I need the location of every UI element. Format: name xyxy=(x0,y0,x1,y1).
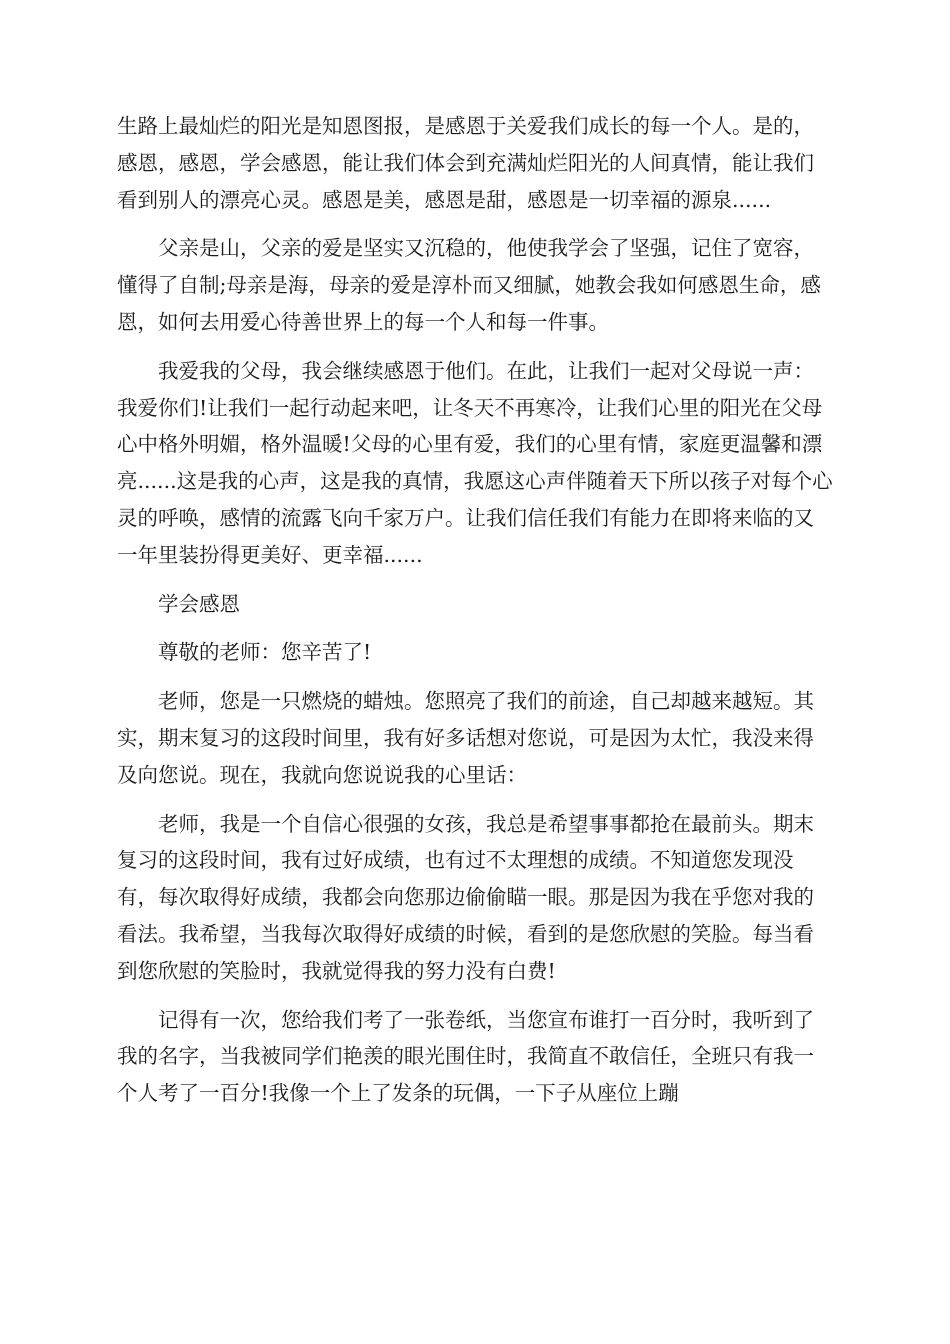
salutation: 尊敬的老师：您辛苦了! xyxy=(158,640,372,665)
paragraph-7: 老师，我是一个自信心很强的女孩，我总是希望事事都抢在最前头。期末复习的这段时间，我有过好成绩，也有过不太理想的成绩。不知道您发现没有，每次取得好成绩，我都会向您那边偷偷瞄一眼。那是因为我在乎您对我的看法。我希望，当我每次取得好成绩的时候，看到的是您欣慰的笑脸。每当看到您欣慰的笑脸时，我就觉得我的努力没有白费! xyxy=(117,811,814,983)
paragraph-2: 父亲是山，父亲的爱是坚实又沉稳的，他使我学会了坚强，记住了宽容，懂得了自制;母亲是海，母亲的爱是淳朴而又细腻，她教会我如何感恩生命，感恩，如何去用爱心待善世界上的每一个人和每一件事。 xyxy=(117,236,821,334)
paragraph-1: 生路上最灿烂的阳光是知恩图报，是感恩于关爱我们成长的每一个人。是的，感恩，感恩，学会感恩，能让我们体会到充满灿烂阳光的人间真情，能让我们看到别人的漂亮心灵。感恩是美，感恩是甜，感恩是一切幸福的源泉...... xyxy=(117,114,814,212)
section-heading: 学会感恩 xyxy=(158,591,240,616)
paragraph-3: 我爱我的父母，我会继续感恩于他们。在此，让我们一起对父母说一声：我爱你们!让我们一起行动起来吧，让冬天不再寒冷，让我们心里的阳光在父母心中格外明媚，格外温暖!父母的心里有爱，我们的心里有情，家庭更温馨和漂亮......这是我的心声，这是我的真情，我愿这心声伴随着天下所以孩子对每个心灵的呼唤，感情的流露飞向千家万户。让我们信任我们有能力在即将来临的又一年里装扮得更美好、更幸福...... xyxy=(117,358,833,567)
document-page xyxy=(117,108,833,1124)
paragraph-6: 老师，您是一只燃烧的蜡烛。您照亮了我们的前途，自己却越来越短。其实，期末复习的这段时间里，我有好多话想对您说，可是因为太忙，我没来得及向您说。现在，我就向您说说我的心里话： xyxy=(117,689,814,787)
paragraph-8: 记得有一次，您给我们考了一张卷纸，当您宣布谁打一百分时，我听到了我的名字，当我被同学们艳羡的眼光围住时，我简直不敢信任，全班只有我一个人考了一百分!我像一个上了发条的玩偶，一下子从座位上蹦 xyxy=(117,1007,814,1106)
